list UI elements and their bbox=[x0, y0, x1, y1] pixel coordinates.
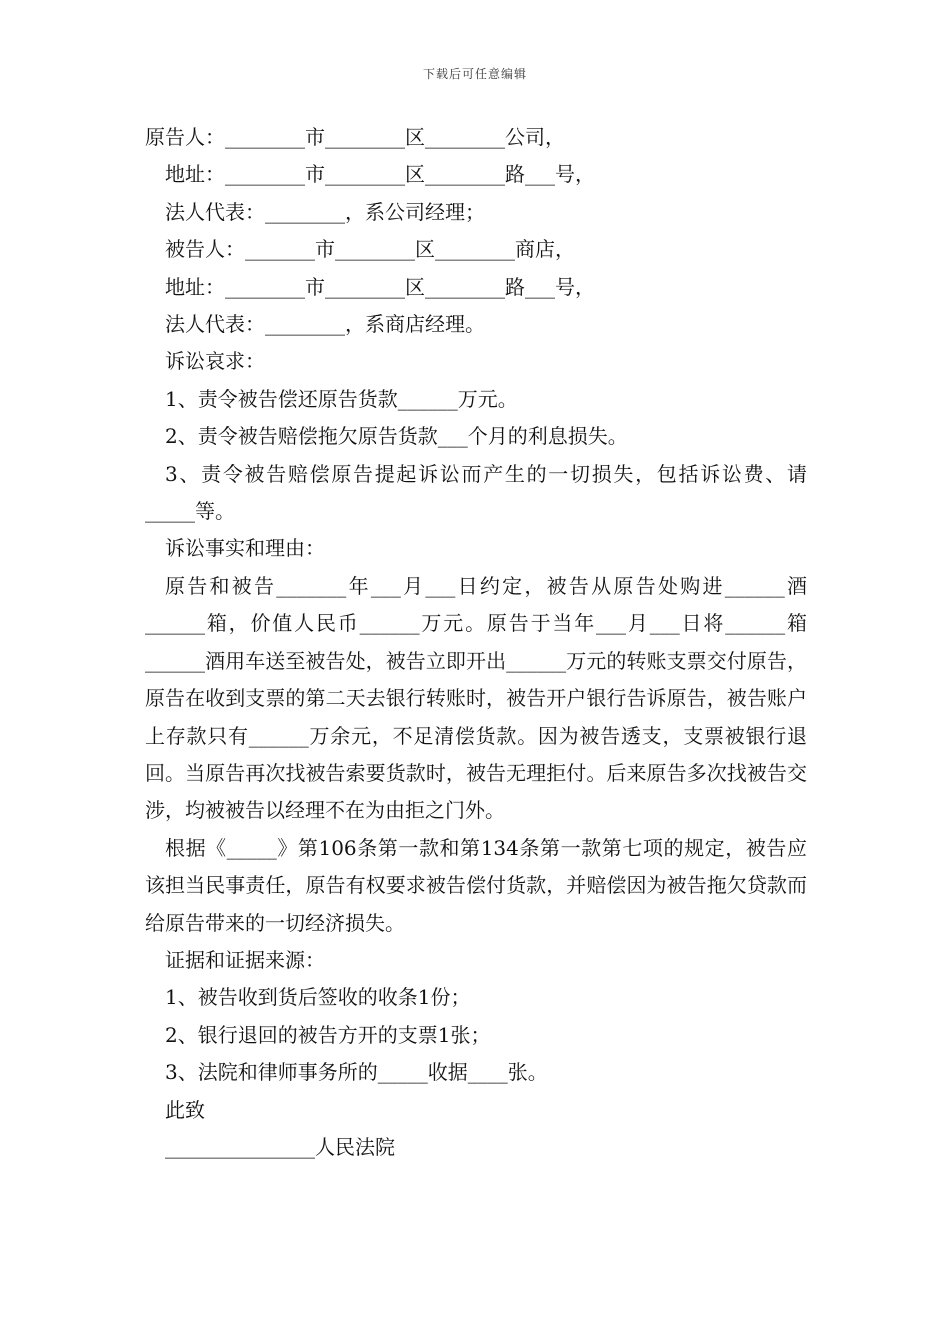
facts-heading: 诉讼事实和理由： bbox=[165, 536, 325, 561]
complaint-document bbox=[145, 119, 807, 1166]
defendant-line: 被告人：_______市________区________商店， bbox=[165, 237, 575, 262]
evidence-heading: 证据和证据来源： bbox=[165, 947, 325, 972]
plaintiff-representative-line: 法人代表：________，系公司经理； bbox=[165, 199, 485, 224]
plaintiff-address-line: 地址：________市________区________路___号， bbox=[165, 162, 595, 187]
evidence-item-3: 3、法院和律师事务所的_____收据____张。 bbox=[165, 1060, 548, 1085]
claims-heading: 诉讼哀求： bbox=[165, 349, 265, 374]
evidence-item-2: 2、银行退回的被告方开的支票1张； bbox=[165, 1022, 491, 1047]
court-line: _______________人民法院 bbox=[165, 1134, 395, 1159]
closing-line: 此致 bbox=[165, 1097, 205, 1122]
facts-paragraph: 原告和被告_______年___月___日约定，被告从原告处购进______酒______箱，价值人民币______万元。原告于当年___月___日将______箱______酒用车送至被告处，被告立即开出______万元的转账支票交付原告，原告在收到支票的第二天去银行转账时，被告开户银行告诉原告，被告账户上存款只有______万余元，不足清偿货款。因为被告透支，支票被银行退回。当原告再次找被告索要货款时，被告无理拒付。后来原告多次找被告交涉，均被被告以经理不在为由拒之门外。 bbox=[145, 573, 807, 823]
plaintiff-line: 原告人：________市________区________公司， bbox=[145, 125, 565, 149]
page-header-note: 下载后可任意编辑 bbox=[422, 67, 527, 81]
claim-item-3: 3、责令被告赔偿原告提起诉讼而产生的一切损失，包括诉讼费、请_____等。 bbox=[145, 461, 807, 524]
defendant-address-line: 地址：________市________区________路___号， bbox=[165, 274, 595, 299]
evidence-item-1: 1、被告收到货后签收的收条1份； bbox=[165, 985, 471, 1010]
legal-basis-paragraph: 根据《_____》第106条第一款和第134条第一款第七项的规定，被告应该担当民事责任，原告有权要求被告偿付货款，并赔偿因为被告拖欠贷款而给原告带来的一切经济损失。 bbox=[145, 835, 807, 935]
claim-item-2: 2、责令被告赔偿拖欠原告货款___个月的利息损失。 bbox=[165, 424, 628, 449]
defendant-representative-line: 法人代表：________，系商店经理。 bbox=[165, 312, 485, 337]
claim-item-1: 1、责令被告偿还原告货款______万元。 bbox=[165, 386, 518, 411]
